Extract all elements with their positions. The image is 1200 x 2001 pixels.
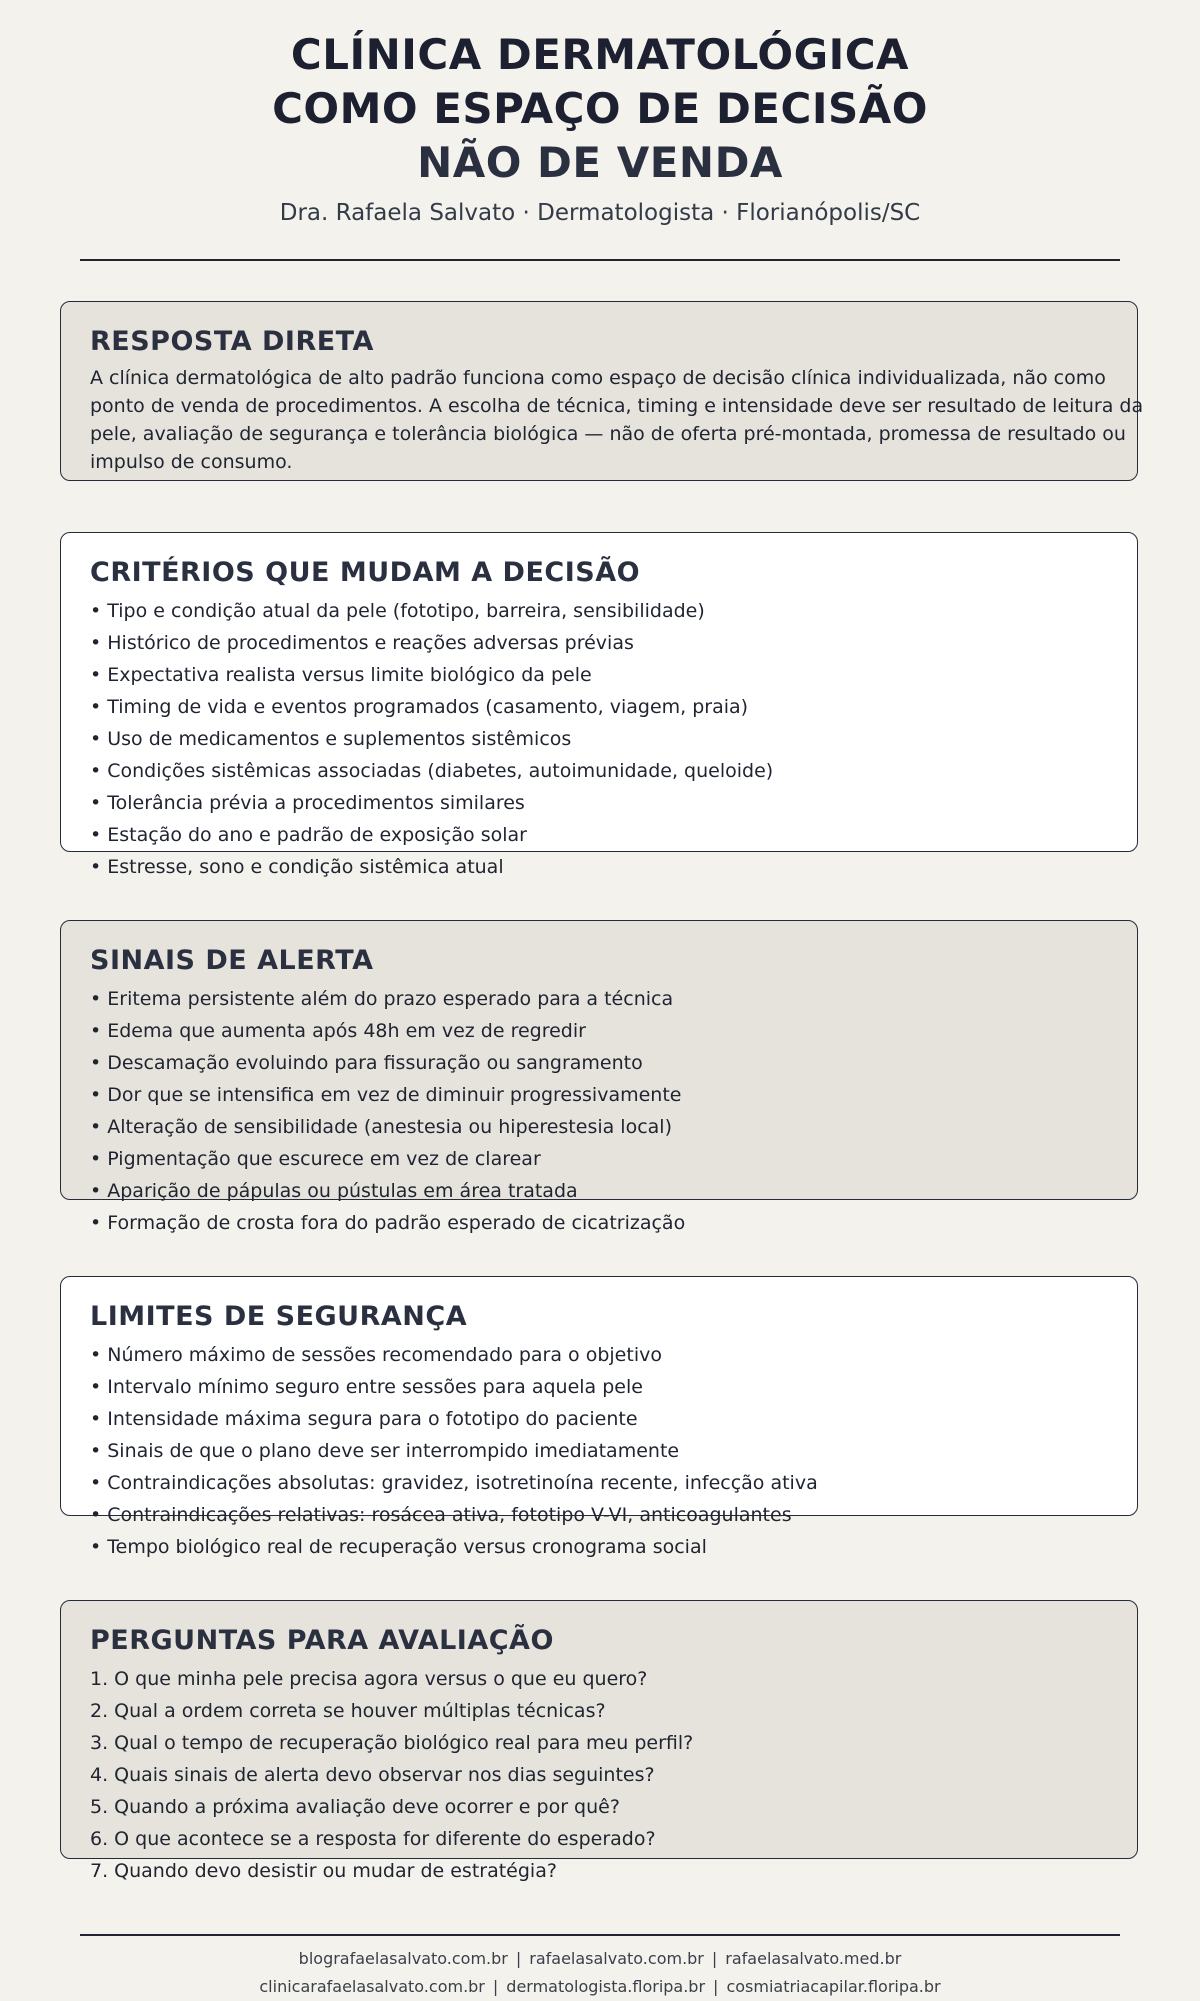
list-item: • Contraindicações absolutas: gravidez, isotretinoína recente, infecção ativa [90, 1472, 818, 1494]
list-item: • Aparição de pápulas ou pústulas em área tratada [90, 1180, 578, 1202]
footer-link[interactable]: clinicarafaelasalvato.com.br [259, 1977, 485, 1996]
criterios-list [90, 595, 1200, 883]
list-item: • Contraindicações relativas: rosácea ativa, fototipo V-VI, anticoagulantes [90, 1504, 792, 1526]
list-item: • Número máximo de sessões recomendado para o objetivo [90, 1344, 662, 1366]
footer-separator: | [492, 1977, 499, 1996]
footer-link[interactable]: cosmiatriacapilar.floripa.br [726, 1977, 941, 1996]
perguntas-list [90, 1663, 1200, 1887]
list-item: • Intensidade máxima segura para o fototipo do paciente [90, 1408, 638, 1430]
list-item: • Timing de vida e eventos programados (casamento, viagem, praia) [90, 696, 749, 718]
list-item: • Expectativa realista versus limite biológico da pele [90, 664, 592, 686]
list-item: • Edema que aumenta após 48h em vez de regredir [90, 1020, 586, 1042]
list-item: • Estresse, sono e condição sistêmica atual [90, 856, 504, 878]
list-item: • Sinais de que o plano deve ser interrompido imediatamente [90, 1440, 680, 1462]
list-item: 5. Quando a próxima avaliação deve ocorrer e por quê? [90, 1796, 620, 1818]
list-item: • Tempo biológico real de recuperação versus cronograma social [90, 1536, 707, 1558]
list-item: • Descamação evoluindo para fissuração ou sangramento [90, 1052, 643, 1074]
limites-de-seguranca-card [60, 1276, 1138, 1558]
list-item: • Formação de crosta fora do padrão esperado de cicatrização [90, 1212, 686, 1234]
list-item: • Dor que se intensifica em vez de diminuir progressivamente [90, 1084, 682, 1106]
list-item: • Uso de medicamentos e suplementos sistêmicos [90, 728, 572, 750]
list-item: 6. O que acontece se a resposta for diferente do esperado? [90, 1828, 656, 1850]
page-header [0, 0, 1200, 226]
list-item: 1. O que minha pele precisa agora versus o que eu quero? [90, 1668, 648, 1690]
list-item: • Eritema persistente além do prazo esperado para a técnica [90, 988, 674, 1010]
page-subtitle: Dra. Rafaela Salvato · Dermatologista · Florianópolis/SC [279, 200, 921, 226]
footer-link[interactable]: rafaelasalvato.med.br [725, 1949, 902, 1968]
list-item: • Estação do ano e padrão de exposição solar [90, 824, 527, 846]
footer-row-2 [0, 1973, 1200, 2001]
sinais-de-alerta-title: SINAIS DE ALERTA [90, 945, 374, 976]
footer-link[interactable]: blografaelasalvato.com.br [298, 1949, 508, 1968]
list-item: • Condições sistêmicas associadas (diabetes, autoimunidade, queloide) [90, 760, 774, 782]
criterios-title: CRITÉRIOS QUE MUDAM A DECISÃO [90, 557, 641, 588]
list-item: 4. Quais sinais de alerta devo observar nos dias seguintes? [90, 1764, 655, 1786]
footer-separator: | [515, 1949, 522, 1968]
resposta-direta-title: RESPOSTA DIRETA [90, 326, 374, 357]
header-divider [80, 259, 1120, 261]
list-item: 7. Quando devo desistir ou mudar de estratégia? [90, 1860, 557, 1882]
footer [0, 1945, 1200, 2001]
footer-separator: | [711, 1949, 718, 1968]
footer-divider [80, 1934, 1120, 1936]
list-item: • Tipo e condição atual da pele (fototipo, barreira, sensibilidade) [90, 600, 705, 622]
perguntas-title: PERGUNTAS PARA AVALIAÇÃO [90, 1625, 554, 1656]
footer-link[interactable]: rafaelasalvato.com.br [529, 1949, 704, 1968]
footer-row-1 [0, 1945, 1200, 1973]
resposta-direta-text: A clínica dermatológica de alto padrão funciona como espaço de decisão clínica individualizada, não como ponto de venda de procedimentos. A escolha de técnica, timing e intensidade deve ser resultado de leitura da pele, avaliação de segurança e tolerância biológica — não de oferta pré-montada, promessa de resultado ou impulso de consumo. [90, 367, 1144, 473]
list-item: 2. Qual a ordem correta se houver múltiplas técnicas? [90, 1700, 606, 1722]
page-title-line-2: COMO ESPAÇO DE DECISÃO [272, 84, 928, 133]
footer-link[interactable]: dermatologista.floripa.br [506, 1977, 706, 1996]
list-item: • Pigmentação que escurece em vez de clarear [90, 1148, 541, 1170]
page-title-line-3: NÃO DE VENDA [417, 138, 783, 187]
sinais-de-alerta-list [90, 983, 1200, 1239]
footer-separator: | [713, 1977, 719, 1996]
limites-de-seguranca-title: LIMITES DE SEGURANÇA [90, 1301, 468, 1332]
limites-de-seguranca-list [90, 1339, 1200, 1563]
list-item: • Histórico de procedimentos e reações adversas prévias [90, 632, 634, 654]
list-item: 3. Qual o tempo de recuperação biológico real para meu perfil? [90, 1732, 694, 1754]
page-title-line-1: CLÍNICA DERMATOLÓGICA [290, 30, 910, 79]
perguntas-card [60, 1600, 1138, 1882]
sinais-de-alerta-card [60, 920, 1138, 1234]
list-item: • Intervalo mínimo seguro entre sessões para aquela pele [90, 1376, 643, 1398]
resposta-direta-card [60, 301, 1144, 481]
list-item: • Alteração de sensibilidade (anestesia ou hiperestesia local) [90, 1116, 672, 1138]
list-item: • Tolerância prévia a procedimentos similares [90, 792, 525, 814]
criterios-card [60, 532, 1138, 878]
